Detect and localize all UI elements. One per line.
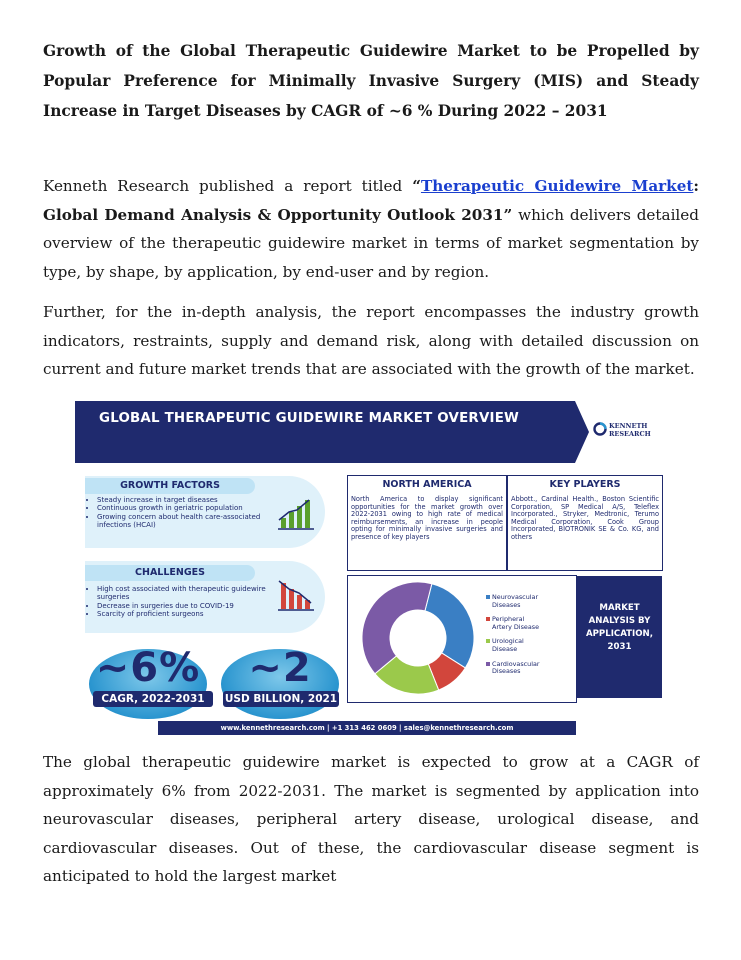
usd-label: USD BILLION, 2021 xyxy=(224,693,338,705)
market-box-line: APPLICATION, xyxy=(585,629,654,639)
legend-swatch xyxy=(486,595,490,599)
key-players-text: Abbott., Cardinal Health., Boston Scientific Corporation, SP Medical A/S, Teleflex Incorporated., Stryker, Medtronic, Terumo Medical Corporation, Cook Group Incorporated, BIOTRONIK SE & Co. KG, and others xyxy=(511,495,659,541)
legend-swatch xyxy=(486,662,490,666)
legend-label-cont: Diseases xyxy=(492,600,521,609)
challenges-panel xyxy=(85,561,325,633)
kenneth-research-logo-icon xyxy=(593,422,607,436)
legend-label: Peripheral xyxy=(492,615,525,624)
list-item: • High cost associated with therapeutic guidewire surgeries xyxy=(97,585,267,602)
logo-line-2: RESEARCH xyxy=(609,430,651,438)
slice-neurovascular xyxy=(425,584,474,668)
cagr-label: CAGR, 2022-2031 xyxy=(93,691,213,707)
north-america-text: North America to display significant opportunities for the market growth over 2022-2031 owing to high rate of medical reimbursements, an increase in people opting for minimally invasive surgeries and presence of key players xyxy=(351,495,503,541)
list-item: • Decrease in surgeries due to COVID-19 xyxy=(97,602,267,610)
legend-swatch xyxy=(486,639,490,643)
intro-rest: which delivers detailed overview of the therapeutic guidewire market in terms of market segmentation by type, by shape, by application, by end-user and by region. xyxy=(43,205,700,281)
growth-factors-list xyxy=(87,496,267,529)
growth-bar-chart-icon xyxy=(275,496,317,532)
legend-label-cont: Disease xyxy=(492,644,518,653)
usd-value: ~2 xyxy=(248,645,312,691)
growth-factors-heading: GROWTH FACTORS xyxy=(85,478,255,494)
legend-label-cont: Diseases xyxy=(492,667,521,676)
decline-bar-chart-icon xyxy=(275,577,317,613)
north-america-box xyxy=(347,475,507,571)
legend-item-cardiovascular xyxy=(486,661,540,676)
paragraph-cagr: The global therapeutic guidewire market is expected to grow at a CAGR of approximately 6% from 2022-2031. The market is segmented by application into neurovascular diseases, peripheral artery disease, urological disease, and cardiovascular diseases. Out of these, the cardiovascular disease segment is anticipated to hold the largest market xyxy=(43,753,699,885)
market-box-line: 2031 xyxy=(607,642,632,652)
open-quote: “ xyxy=(412,177,421,195)
document-title: Growth of the Global Therapeutic Guidewire Market to be Propelled by Popular Preference for Minimally Invasive Surgery (MIS) and Steady Increase in Target Diseases by CAGR of ~6 % During 2022 – 2031 xyxy=(43,42,699,120)
list-item: • Scarcity of proficient surgeons xyxy=(97,610,267,618)
intro-text: Kenneth Research published a report titled xyxy=(43,177,413,195)
infographic-title: GLOBAL THERAPEUTIC GUIDEWIRE MARKET OVERVIEW xyxy=(99,411,520,426)
application-donut-chart xyxy=(358,576,478,700)
key-players-heading: KEY PLAYERS xyxy=(549,479,621,490)
legend-label: Neurovascular xyxy=(492,593,539,601)
logo-line-1: KENNETH xyxy=(609,422,648,430)
legend-item-neurovascular xyxy=(486,594,540,609)
application-chart-panel xyxy=(347,575,577,703)
list-item: • Continuous growth in geriatric population xyxy=(97,504,267,512)
legend-label-cont: Artery Disease xyxy=(492,622,540,631)
paragraph-intro xyxy=(43,172,699,286)
market-overview-infographic xyxy=(75,401,670,736)
key-players-box xyxy=(507,475,663,571)
banner-arrow xyxy=(575,401,589,463)
market-box-line: ANALYSIS BY xyxy=(588,616,651,626)
report-title-rest: : Global Demand Analysis & Opportunity Outlook 2031” xyxy=(43,177,699,224)
list-item: • Growing concern about health care-associated infections (HCAI) xyxy=(97,513,267,530)
infographic-footer: www.kennethresearch.com | +1 313 462 0609 | sales@kennethresearch.com xyxy=(158,721,576,735)
market-box-line: MARKET xyxy=(599,603,640,613)
legend-label: Cardiovascular xyxy=(492,659,540,668)
legend-item-urological xyxy=(486,638,540,653)
logo-text xyxy=(609,422,651,438)
report-link[interactable]: Therapeutic Guidewire Market xyxy=(420,177,694,195)
list-item: • Steady increase in target diseases xyxy=(97,496,267,504)
legend-swatch xyxy=(486,617,490,621)
infographic-banner xyxy=(75,401,575,463)
cagr-value: ~6% xyxy=(95,645,201,691)
north-america-heading: NORTH AMERICA xyxy=(382,479,472,490)
challenges-heading: CHALLENGES xyxy=(85,565,255,581)
paragraph-analysis: Further, for the in-depth analysis, the report encompasses the industry growth indicators, restraints, supply and demand risk, along with detailed discussion on current and future market trends that are associated with the growth of the market. xyxy=(43,303,699,378)
legend-item-peripheral xyxy=(486,616,540,631)
growth-factors-panel xyxy=(85,476,325,548)
market-analysis-label-box xyxy=(577,576,662,698)
chart-legend xyxy=(486,594,540,676)
challenges-list xyxy=(87,585,267,618)
legend-label: Urological xyxy=(492,637,524,646)
